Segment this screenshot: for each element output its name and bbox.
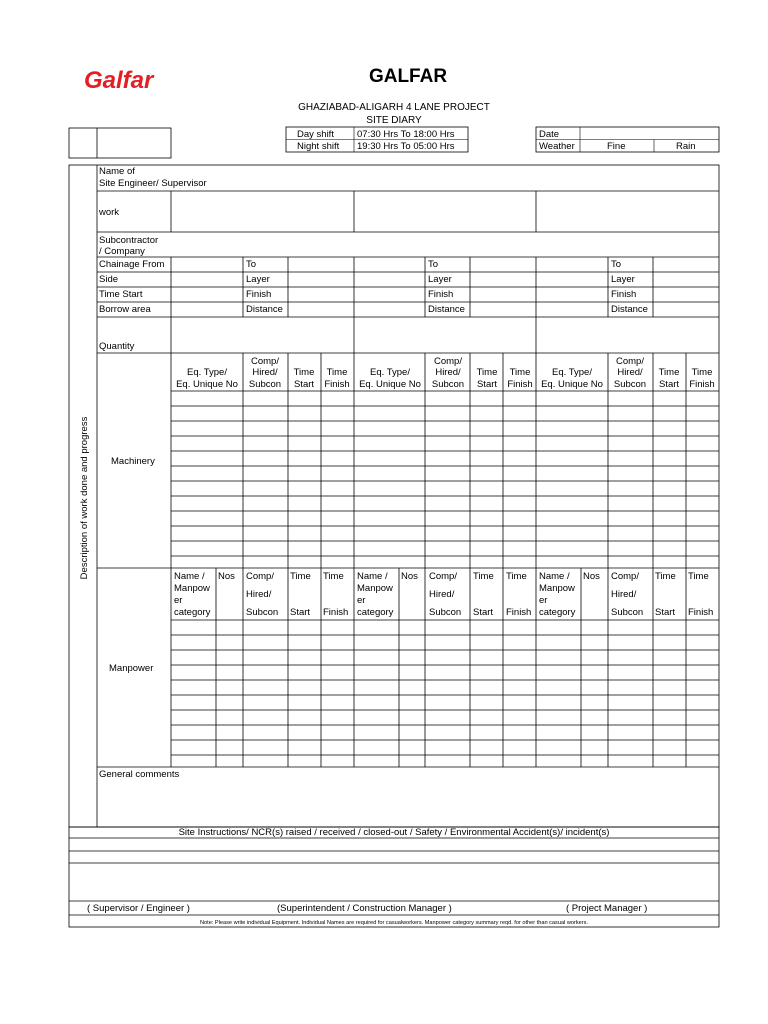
side-label: Description of work done and progress xyxy=(79,416,90,580)
category-header-2: category xyxy=(357,607,394,618)
weather-fine: Fine xyxy=(607,141,626,152)
time-start-header-a-1: Time xyxy=(293,367,315,378)
site-instructions-label: Site Instructions/ NCR(s) raised / received / closed-out / Safety / Environmental Accident(s)/ incident(s) xyxy=(178,827,610,838)
to-label-3: To xyxy=(611,259,622,270)
manpow-header-3: Manpow xyxy=(539,583,575,594)
hired-header-1: Hired/ xyxy=(252,367,278,378)
mp-time-finish-b-2: Finish xyxy=(506,607,532,618)
time-start-header-a-3: Time xyxy=(658,367,680,378)
hired-header-3: Hired/ xyxy=(617,367,643,378)
comp-mp-header-1: Comp/ xyxy=(246,571,274,582)
mp-time-start-b-3: Start xyxy=(655,607,676,618)
eq-type-header-2: Eq. Type/ xyxy=(370,367,410,378)
company-title: GALFAR xyxy=(368,66,448,87)
eq-type-header-1: Eq. Type/ xyxy=(187,367,227,378)
side-row-label: Side xyxy=(99,274,119,285)
subcon-header-3: Subcon xyxy=(613,379,647,390)
eq-unique-header-2: Eq. Unique No xyxy=(359,379,421,390)
weather-label: Weather xyxy=(539,141,575,152)
nos-header-3: Nos xyxy=(583,571,600,582)
time-finish-header-a-1: Time xyxy=(326,367,348,378)
eq-type-header-3: Eq. Type/ xyxy=(552,367,592,378)
night-shift-value: 19:30 Hrs To 05:00 Hrs xyxy=(357,141,455,152)
comp-header-2: Comp/ xyxy=(434,356,462,367)
mp-time-start-b-2: Start xyxy=(473,607,494,618)
mp-time-start-b-1: Start xyxy=(290,607,311,618)
name-of-label: Name of xyxy=(99,166,135,177)
time-finish-header-a-2: Time xyxy=(509,367,531,378)
to-label-2: To xyxy=(428,259,439,270)
borrow-area-label: Borrow area xyxy=(99,304,151,315)
machinery-label: Machinery xyxy=(111,456,155,467)
eq-unique-header-3: Eq. Unique No xyxy=(541,379,603,390)
nos-header-1: Nos xyxy=(218,571,235,582)
time-start-header-b-2: Start xyxy=(476,379,498,390)
signature-supervisor: ( Supervisor / Engineer ) xyxy=(87,903,190,914)
manpow-header-2: Manpow xyxy=(357,583,393,594)
manpower-label: Manpower xyxy=(109,663,154,674)
logo-text: Galfar xyxy=(84,67,154,94)
night-shift-label: Night shift xyxy=(297,141,340,152)
date-label: Date xyxy=(539,129,560,140)
quantity-label: Quantity xyxy=(99,341,135,352)
mp-time-start-a-3: Time xyxy=(655,571,676,582)
hired-mp-header-2: Hired/ xyxy=(429,589,455,600)
er-header-1: er xyxy=(174,595,183,606)
mp-time-finish-a-3: Time xyxy=(688,571,709,582)
signature-project-manager: ( Project Manager ) xyxy=(566,903,648,914)
finish-label-3: Finish xyxy=(611,289,637,300)
footer-note: Note: Please write individual Equipment. Individual Names are required for casualworkers. Manpower category summary reqd. for other than casual workers. xyxy=(199,920,589,926)
comp-header-1: Comp/ xyxy=(251,356,279,367)
time-start-label: Time Start xyxy=(99,289,143,300)
to-label-1: To xyxy=(246,259,257,270)
document-title: SITE DIARY xyxy=(366,115,422,126)
name-header-1: Name / xyxy=(174,571,205,582)
time-start-header-b-1: Start xyxy=(293,379,315,390)
category-header-3: category xyxy=(539,607,576,618)
project-title: GHAZIABAD-ALIGARH 4 LANE PROJECT xyxy=(298,102,490,113)
mp-time-start-a-1: Time xyxy=(290,571,311,582)
site-engineer-label: Site Engineer/ Supervisor xyxy=(99,178,207,189)
er-header-2: er xyxy=(357,595,366,606)
comp-header-3: Comp/ xyxy=(616,356,644,367)
general-comments-label: General comments xyxy=(99,769,180,780)
company-label: / Company xyxy=(99,246,145,257)
subcon-header-1: Subcon xyxy=(248,379,282,390)
chainage-from-label: Chainage From xyxy=(99,259,165,270)
layer-label-1: Layer xyxy=(246,274,270,285)
time-finish-header-b-2: Finish xyxy=(507,379,533,390)
signature-superintendent: (Superintendent / Construction Manager ) xyxy=(277,903,452,914)
name-header-3: Name / xyxy=(539,571,570,582)
mp-time-finish-b-1: Finish xyxy=(323,607,349,618)
mp-time-finish-a-1: Time xyxy=(323,571,344,582)
mp-time-finish-b-3: Finish xyxy=(688,607,714,618)
manpower-headers xyxy=(174,571,713,618)
nos-header-2: Nos xyxy=(401,571,418,582)
distance-label-1: Distance xyxy=(246,304,283,315)
name-header-2: Name / xyxy=(357,571,388,582)
distance-label-2: Distance xyxy=(428,304,465,315)
subcontractor-label: Subcontractor xyxy=(99,235,159,246)
subcon-header-2: Subcon xyxy=(431,379,465,390)
hired-mp-header-3: Hired/ xyxy=(611,589,637,600)
time-finish-header-b-3: Finish xyxy=(689,379,715,390)
category-header-1: category xyxy=(174,607,211,618)
layer-label-3: Layer xyxy=(611,274,635,285)
mp-time-finish-a-2: Time xyxy=(506,571,527,582)
time-finish-header-a-3: Time xyxy=(691,367,713,378)
day-shift-label: Day shift xyxy=(297,129,334,140)
machinery-headers xyxy=(176,356,715,390)
subcon-mp-header-2: Subcon xyxy=(429,607,462,618)
hired-mp-header-1: Hired/ xyxy=(246,589,272,600)
shift-box xyxy=(286,127,468,152)
distance-label-3: Distance xyxy=(611,304,648,315)
time-start-header-a-2: Time xyxy=(476,367,498,378)
time-finish-header-b-1: Finish xyxy=(324,379,350,390)
comp-mp-header-2: Comp/ xyxy=(429,571,457,582)
manpow-header-1: Manpow xyxy=(174,583,210,594)
mp-time-start-a-2: Time xyxy=(473,571,494,582)
date-weather-box xyxy=(536,127,719,152)
weather-rain: Rain xyxy=(676,141,696,152)
top-left-box xyxy=(69,128,171,158)
layer-label-2: Layer xyxy=(428,274,452,285)
subcon-mp-header-1: Subcon xyxy=(246,607,279,618)
day-shift-value: 07:30 Hrs To 18:00 Hrs xyxy=(357,129,455,140)
work-label: work xyxy=(99,207,120,218)
er-header-3: er xyxy=(539,595,548,606)
eq-unique-header-1: Eq. Unique No xyxy=(176,379,238,390)
finish-label-1: Finish xyxy=(246,289,272,300)
subcon-mp-header-3: Subcon xyxy=(611,607,644,618)
hired-header-2: Hired/ xyxy=(435,367,461,378)
comp-mp-header-3: Comp/ xyxy=(611,571,639,582)
time-start-header-b-3: Start xyxy=(658,379,680,390)
finish-label-2: Finish xyxy=(428,289,454,300)
